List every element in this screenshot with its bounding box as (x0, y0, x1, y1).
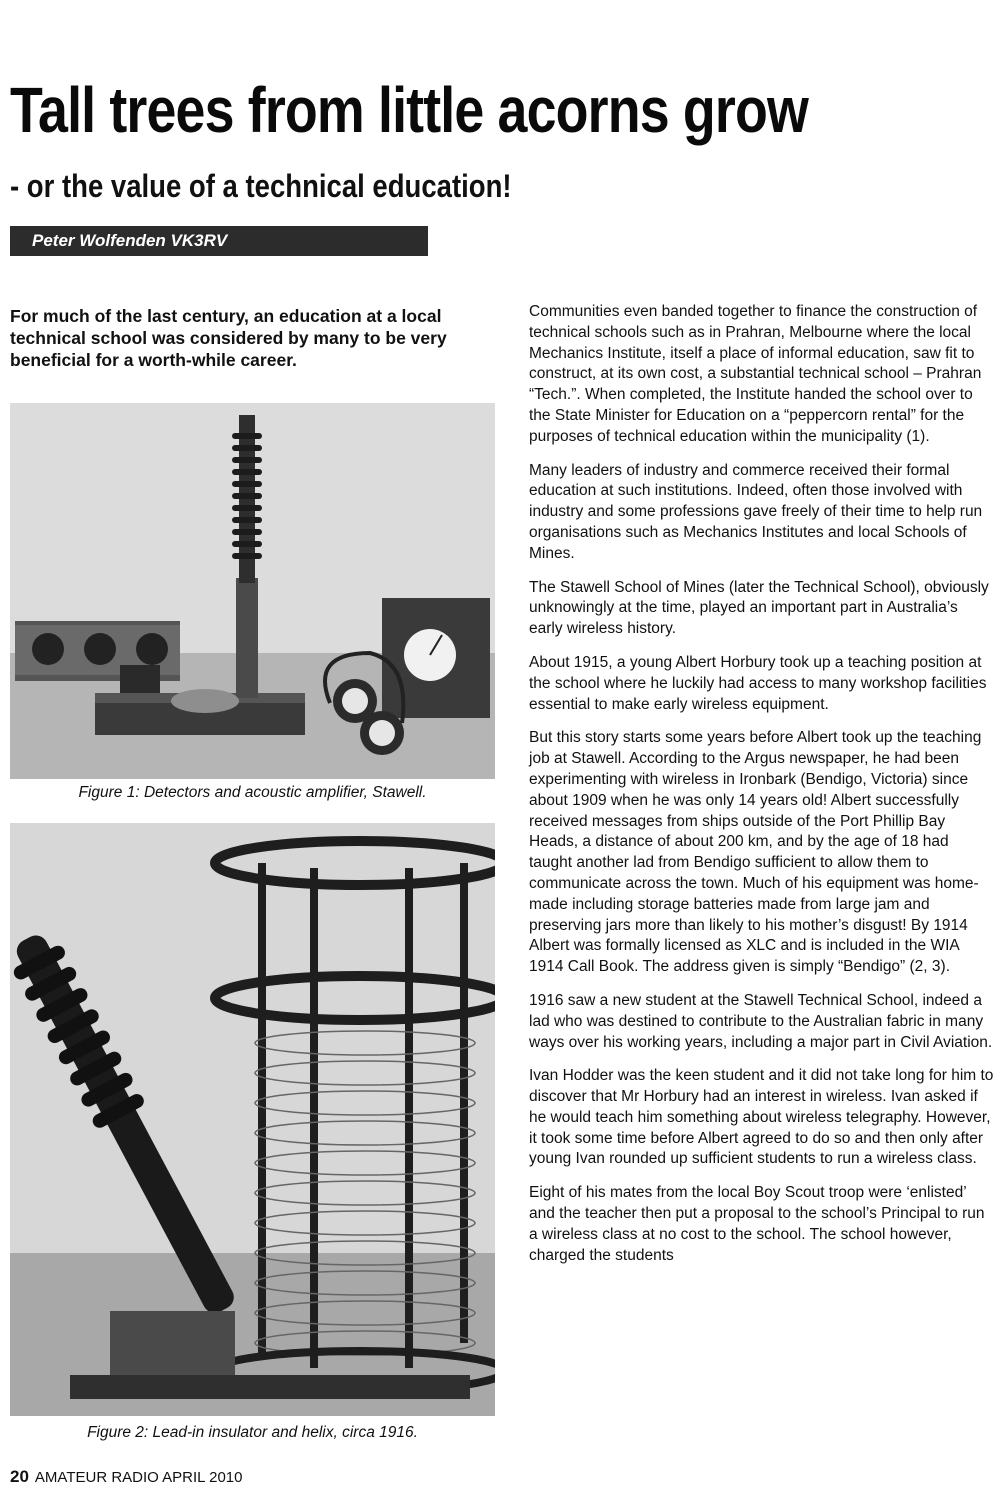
body-paragraph: But this story starts some years before Albert took up the teaching job at Stawell. According to the Argus newspaper, he had been experimenting with wireless in Ironbark (Bendigo, Victoria) since about 1909 when he was only 14 years old! Albert successfully received messages from ships outside of the Port Phillip Bay Heads, a distance of about 200 km, and by the age of 18 had taught another lad from Bendigo sufficient to allow them to communicate across the town. Much of his equipment was home-made including storage batteries made from large jam and preserving jars more than likely to his mother’s disgust! By 1914 Albert was formally licensed as XLC and is included in the WIA 1914 Call Book. The address given is simply “Bendigo” (2, 3). (529, 729, 982, 976)
figure-2-photo (10, 823, 495, 1416)
body-paragraph: Communities even banded together to finance the construction of technical schools such as in Prahran, Melbourne where the local Mechanics Institute, itself a place of informal education, saw fit to construct, at its own cost, a substantial technical school – Prahran “Tech.”. When completed, the Institute handed the school over to the State Minister for Education on a “peppercorn rental” for the purposes of technical education within the municipality (1). (529, 303, 982, 445)
article-subtitle: - or the value of a technical education! (10, 168, 512, 204)
figure-2-caption: Figure 2: Lead-in insulator and helix, circa 1916. (87, 1424, 418, 1441)
figure-1-photo (10, 403, 495, 779)
body-paragraph: Eight of his mates from the local Boy Scout troop were ‘enlisted’ and the teacher then put a proposal to the school’s Principal to run a wireless class at no cost to the school. The school however, charged the students (529, 1184, 985, 1264)
figure-2-illustration (10, 823, 495, 1416)
figure-1-caption: Figure 1: Detectors and acoustic amplifier, Stawell. (78, 784, 427, 801)
body-paragraph: Many leaders of industry and commerce received their formal education at such institutions. Indeed, often those involved with industry and some professions gave freely of their time to help run organisations such as Mechanics Institutes and local Schools of Mines. (529, 461, 983, 562)
publication-name: AMATEUR RADIO APRIL 2010 (34, 1469, 243, 1486)
page-footer (10, 1467, 243, 1488)
body-paragraph: Ivan Hodder was the keen student and it did not take long for him to discover that Mr Horbury had an interest in wireless. Ivan asked if he would teach him something about wireless telegraphy. However, it took some time before Albert agreed to do so and then only after young Ivan rounded up sufficient students to run a wireless class. (529, 1067, 994, 1168)
article-title: Tall trees from little acorns grow (10, 74, 808, 146)
page-number: 20 (10, 1467, 29, 1486)
author-name: Peter Wolfenden VK3RV (32, 231, 228, 250)
body-paragraph: 1916 saw a new student at the Stawell Technical School, indeed a lad who was destined to contribute to the Australian fabric in many ways over his working years, including a major part in Civil Aviation. (529, 991, 993, 1051)
article-intro: For much of the last century, an education at a local technical school was considered by many to be very beneficial for a worth-while career. (10, 306, 447, 370)
body-paragraph: The Stawell School of Mines (later the Technical School), obviously unknowingly at the time, played an important part in Australia’s early wireless history. (529, 578, 989, 638)
body-paragraph: About 1915, a young Albert Horbury took up a teaching position at the school where he luckily had access to many workshop facilities essential to make early wireless equipment. (529, 653, 987, 713)
author-banner (10, 226, 428, 256)
figure-1-illustration (10, 403, 495, 779)
article-body (529, 302, 995, 1279)
